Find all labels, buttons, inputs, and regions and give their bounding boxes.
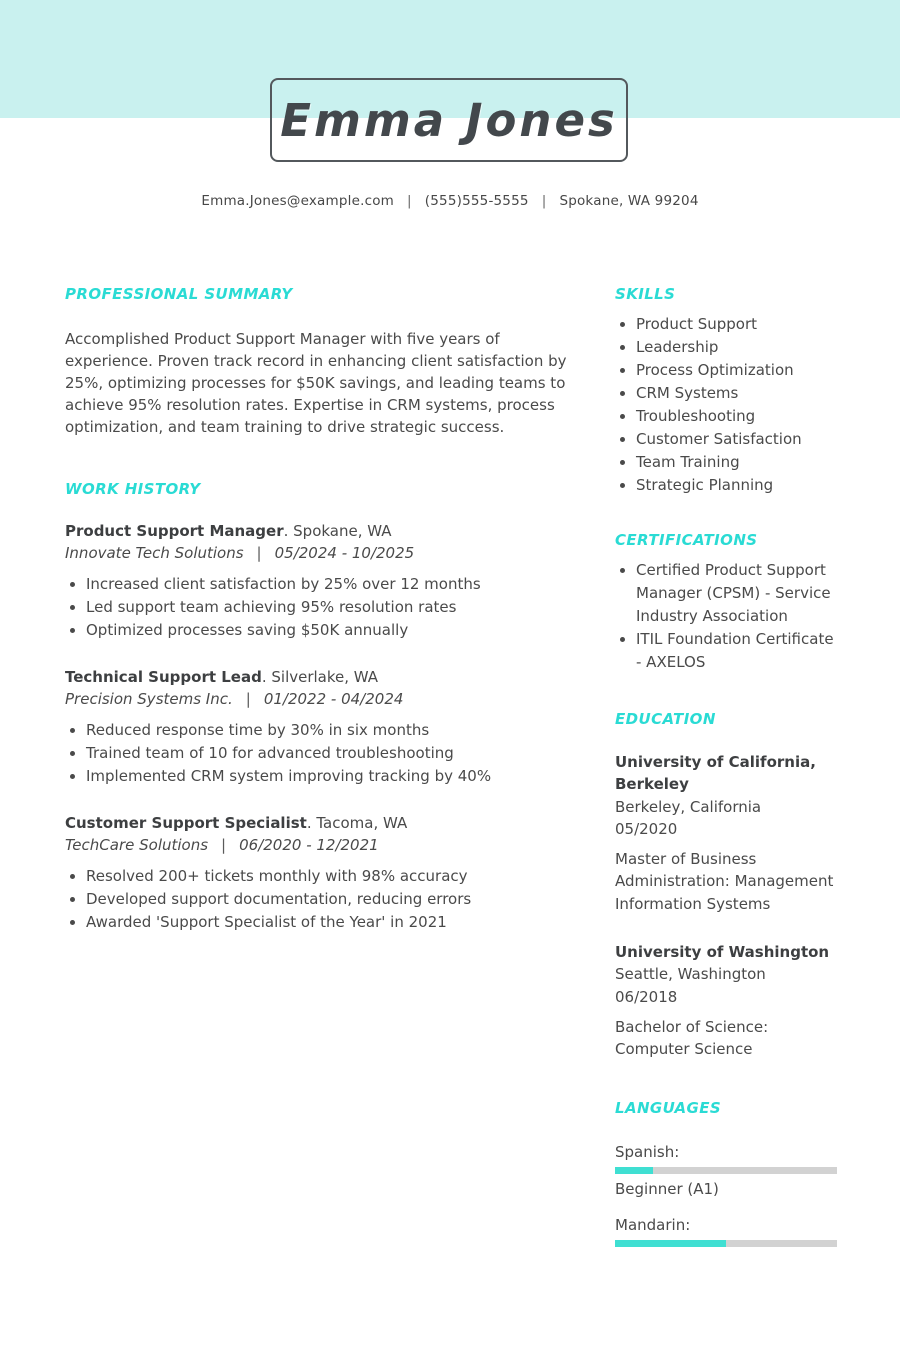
left-column [65, 285, 570, 1247]
language-progress-fill [615, 1167, 653, 1174]
job-company: TechCare Solutions [65, 836, 209, 854]
resume-body [65, 285, 843, 1247]
certification-item: • Certified Product Support Manager (CPSM) - Service Industry Association [636, 559, 843, 628]
work-history-heading: WORK HISTORY [65, 480, 201, 498]
name-box [270, 78, 628, 162]
job-bullet: • Developed support documentation, reducing errors [86, 888, 570, 911]
job-pipe: | [221, 836, 227, 854]
job-title-line [65, 520, 570, 542]
job-bullets [65, 719, 570, 788]
job-bullet: • Optimized processes saving $50K annually [86, 619, 570, 642]
skill-item: • Customer Satisfaction [636, 428, 843, 451]
job-company-line [65, 688, 570, 710]
job-bullet: • Reduced response time by 30% in six months [86, 719, 570, 742]
job-pipe: | [245, 690, 251, 708]
education-entries [615, 751, 843, 1061]
job-dates: 01/2022 - 04/2024 [263, 690, 404, 708]
certifications-list [615, 559, 843, 674]
summary-heading: PROFESSIONAL SUMMARY [65, 285, 293, 303]
language-item [615, 1215, 843, 1247]
job-bullet: • Awarded 'Support Specialist of the Year' in 2021 [86, 911, 570, 934]
job-pipe: | [256, 544, 262, 562]
job-bullet: • Implemented CRM system improving tracking by 40% [86, 765, 570, 788]
right-column [615, 285, 843, 1247]
job-title-separator: . [306, 814, 317, 832]
education-date: 05/2020 [615, 819, 678, 838]
contact-email: Emma.Jones@example.com [201, 193, 395, 209]
education-heading: EDUCATION [615, 710, 716, 728]
education-school: University of Washington [615, 943, 830, 962]
job-company-line [65, 542, 570, 564]
job-list [65, 520, 570, 934]
languages-heading: LANGUAGES [615, 1098, 722, 1117]
job-company: Precision Systems Inc. [65, 690, 233, 708]
job-company-line [65, 834, 570, 856]
language-label: Spanish: [615, 1142, 680, 1161]
education-entry [615, 751, 843, 915]
job-entry [65, 666, 570, 788]
job-bullet: • Resolved 200+ tickets monthly with 98% accuracy [86, 865, 570, 888]
language-item [615, 1142, 843, 1199]
skills-heading: SKILLS [615, 285, 676, 303]
job-location: Silverlake, WA [271, 668, 379, 686]
job-bullet: • Led support team achieving 95% resolution rates [86, 596, 570, 619]
job-bullet: • Increased client satisfaction by 25% over 12 months [86, 573, 570, 596]
job-title: Product Support Manager [65, 522, 284, 540]
skill-item: • Product Support [636, 313, 843, 336]
education-location: Berkeley, California [615, 797, 762, 816]
education-degree: Master of Business Administration: Management Information Systems [615, 850, 834, 913]
resume-name: Emma Jones [280, 93, 618, 147]
languages-list [615, 1142, 843, 1247]
job-title: Technical Support Lead [65, 668, 262, 686]
skill-item: • Process Optimization [636, 359, 843, 382]
job-dates: 06/2020 - 12/2021 [239, 836, 379, 854]
language-progress-fill [615, 1240, 726, 1247]
job-entry [65, 812, 570, 934]
contact-separator: | [407, 193, 412, 209]
skill-item: • Strategic Planning [636, 474, 843, 497]
contact-phone: (555)555-5555 [424, 193, 529, 209]
skill-item: • Leadership [636, 336, 843, 359]
education-date: 06/2018 [615, 987, 678, 1006]
contact-line [0, 193, 900, 209]
job-bullets [65, 865, 570, 934]
language-level: Beginner (A1) [615, 1179, 719, 1198]
job-location: Spokane, WA [293, 522, 392, 540]
job-entry [65, 520, 570, 642]
education-degree: Bachelor of Science: Computer Science [615, 1017, 769, 1059]
job-title-line [65, 666, 570, 688]
job-title: Customer Support Specialist [65, 814, 307, 832]
job-bullets [65, 573, 570, 642]
skills-list [615, 313, 843, 497]
certification-item: • ITIL Foundation Certificate - AXELOS [636, 628, 843, 674]
job-location: Tacoma, WA [316, 814, 408, 832]
job-company: Innovate Tech Solutions [65, 544, 244, 562]
contact-separator: | [541, 193, 547, 209]
language-progress-track [615, 1167, 837, 1174]
certifications-heading: CERTIFICATIONS [615, 531, 758, 549]
language-label: Mandarin: [615, 1215, 691, 1234]
job-title-separator: . [283, 522, 294, 540]
contact-location: Spokane, WA 99204 [559, 193, 699, 209]
skill-item: • CRM Systems [636, 382, 843, 405]
job-bullet: • Trained team of 10 for advanced troubleshooting [86, 742, 570, 765]
job-title-separator: . [261, 668, 272, 686]
education-school: University of California, Berkeley [615, 753, 816, 794]
education-entry [615, 941, 843, 1060]
education-location: Seattle, Washington [615, 965, 766, 984]
job-title-line [65, 812, 570, 834]
job-dates: 05/2024 - 10/2025 [274, 544, 415, 562]
summary-text: Accomplished Product Support Manager with five years of experience. Proven track record in enhancing client satisfaction by 25%, optimizing processes for $50K savings, and leading teams to achieve 95% resolution rates. Expertise in CRM systems, process optimization, and team training to drive strategic success. [65, 330, 567, 436]
skill-item: • Troubleshooting [636, 405, 843, 428]
language-progress-track [615, 1240, 837, 1247]
skill-item: • Team Training [636, 451, 843, 474]
